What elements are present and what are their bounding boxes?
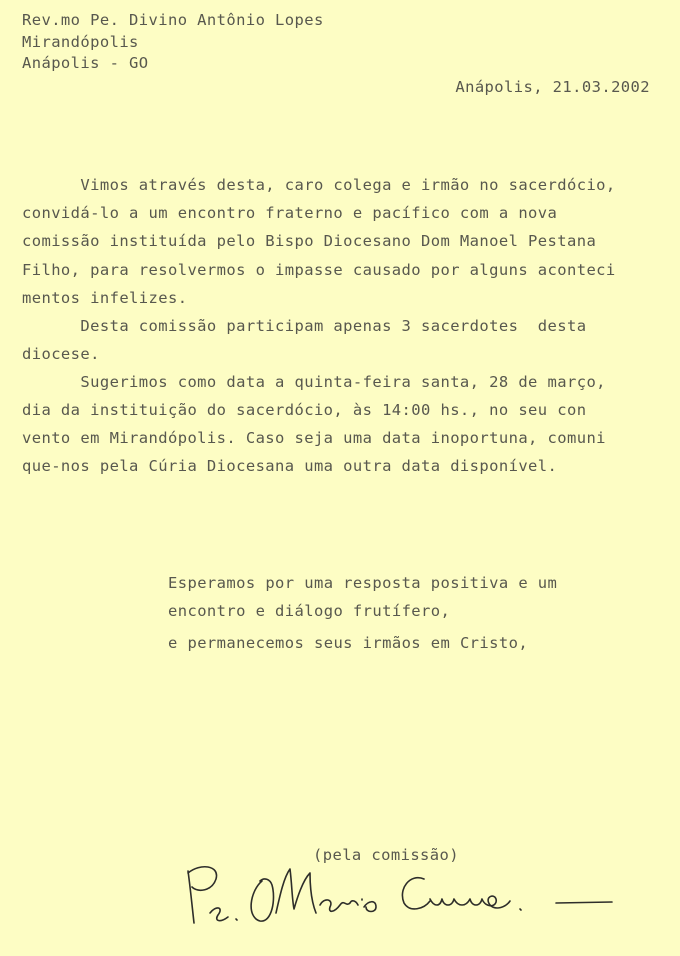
- place-date: Anápolis, 21.03.2002: [455, 78, 650, 96]
- recipient-line-3: Anápolis - GO: [22, 54, 149, 72]
- body-line: dia da instituição do sacerdócio, às 14:00 hs., no seu con: [22, 401, 587, 419]
- closing-line: Esperamos por uma resposta positiva e um: [168, 574, 558, 592]
- body-line: Vimos através desta, caro colega e irmão no sacerdócio,: [22, 176, 616, 194]
- closing-line: e permanecemos seus irmãos em Cristo,: [168, 634, 529, 652]
- signature-caption: (pela comissão): [313, 846, 459, 864]
- body-line: convidá-lo a um encontro fraterno e pacífico com a nova: [22, 204, 558, 222]
- body-line: mentos infelizes.: [22, 289, 188, 307]
- handwritten-signature: [180, 855, 620, 935]
- closing-line: encontro e diálogo frutífero,: [168, 602, 451, 620]
- body-line: Filho, para resolvermos o impasse causado por alguns aconteci: [22, 261, 616, 279]
- body-line: Sugerimos como data a quinta-feira santa, 28 de março,: [22, 373, 606, 391]
- body-line: que-nos pela Cúria Diocesana uma outra data disponível.: [22, 457, 558, 475]
- body-line: Desta comissão participam apenas 3 sacerdotes desta: [22, 317, 587, 335]
- body-line: comissão instituída pelo Bispo Diocesano Dom Manoel Pestana: [22, 232, 597, 250]
- recipient-line-2: Mirandópolis: [22, 33, 139, 51]
- body-line: diocese.: [22, 345, 100, 363]
- recipient-line-1: Rev.mo Pe. Divino Antônio Lopes: [22, 11, 324, 29]
- body-line: vento em Mirandópolis. Caso seja uma data inoportuna, comuni: [22, 429, 606, 447]
